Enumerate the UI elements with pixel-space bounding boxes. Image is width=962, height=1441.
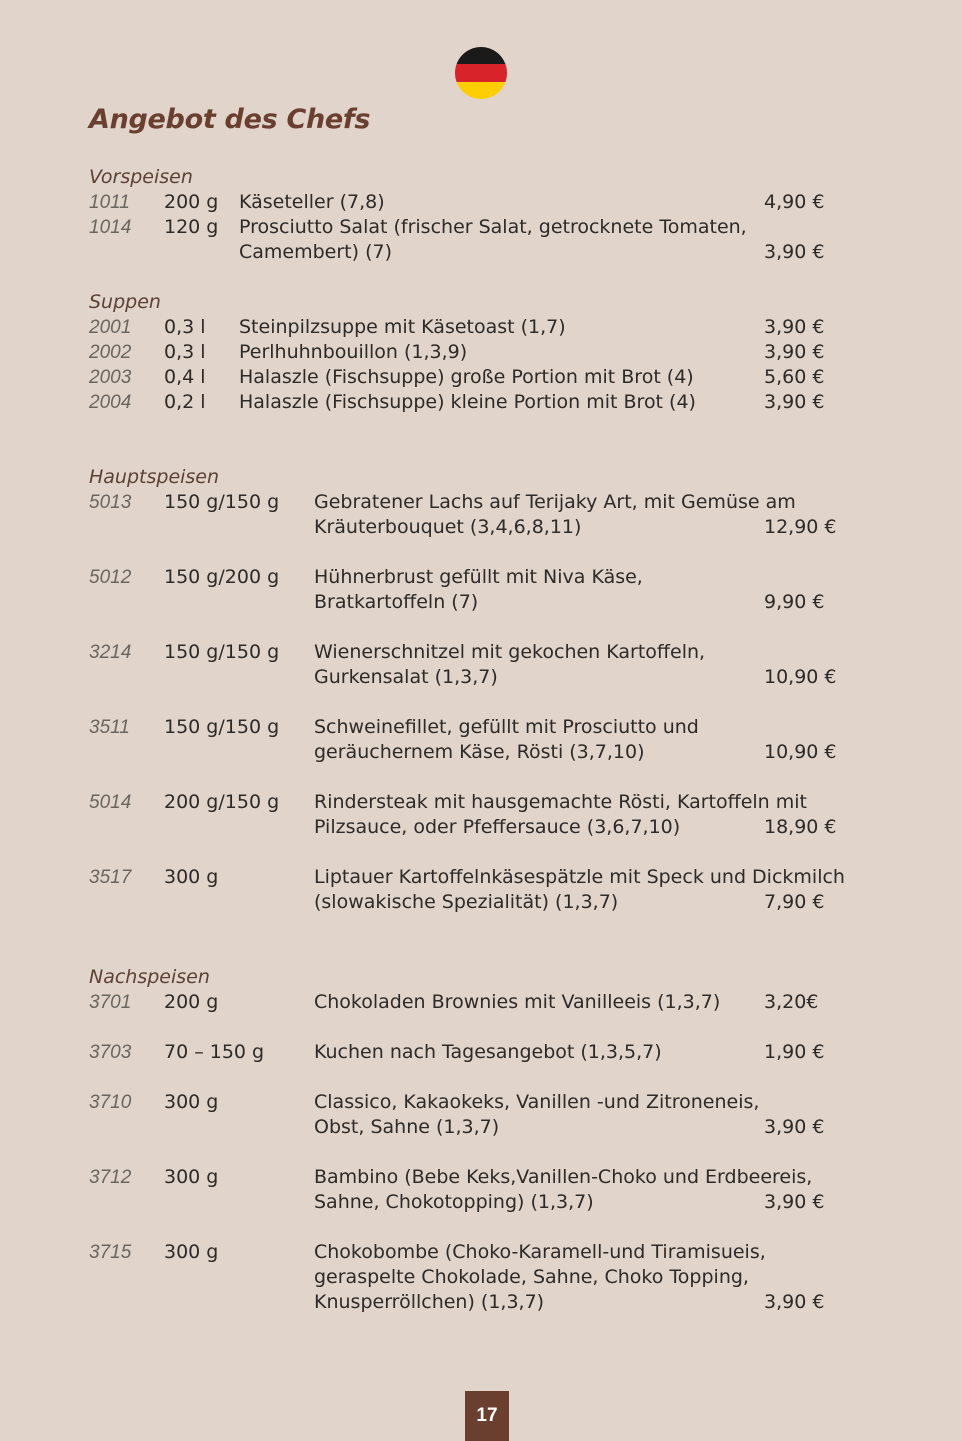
item-price: 1,90 € bbox=[764, 1041, 825, 1063]
item-quantity: 200 g bbox=[164, 991, 219, 1013]
item-quantity: 150 g/150 g bbox=[164, 716, 280, 738]
page-title: Angebot des Chefs bbox=[89, 104, 371, 135]
item-price: 12,90 € bbox=[764, 516, 837, 538]
item-name-line: Classico, Kakaokeks, Vanillen -und Zitroneneis, bbox=[314, 1091, 760, 1113]
item-code: 2002 bbox=[89, 342, 132, 363]
item-code: 3710 bbox=[89, 1092, 132, 1113]
item-name-line: Kräuterbouquet (3,4,6,8,11) bbox=[314, 516, 582, 538]
menu-item bbox=[0, 315, 962, 340]
item-quantity: 0,3 l bbox=[164, 341, 206, 363]
item-name-line: Pilzsauce, oder Pfeffersauce (3,6,7,10) bbox=[314, 816, 681, 838]
menu-item bbox=[0, 1165, 962, 1215]
item-name-line: Hühnerbrust gefüllt mit Niva Käse, bbox=[314, 566, 643, 588]
item-name-line: Sahne, Chokotopping) (1,3,7) bbox=[314, 1191, 594, 1213]
item-code: 3517 bbox=[89, 867, 132, 888]
menu-item bbox=[0, 390, 962, 415]
item-quantity: 200 g bbox=[164, 191, 219, 213]
item-code: 1014 bbox=[89, 217, 132, 238]
item-name-line: Knusperröllchen) (1,3,7) bbox=[314, 1291, 545, 1313]
item-name-line: geräuchernem Käse, Rösti (3,7,10) bbox=[314, 741, 645, 763]
item-name-line: Liptauer Kartoffelnkäsespätzle mit Speck und Dickmilch bbox=[314, 866, 845, 888]
item-name-line: Rindersteak mit hausgemachte Rösti, Kartoffeln mit bbox=[314, 791, 807, 813]
item-quantity: 150 g/150 g bbox=[164, 491, 280, 513]
item-name-line: Obst, Sahne (1,3,7) bbox=[314, 1116, 500, 1138]
item-quantity: 120 g bbox=[164, 216, 219, 238]
item-name-line: Käseteller (7,8) bbox=[239, 191, 385, 213]
item-code: 1011 bbox=[89, 192, 130, 213]
item-name-line: Chokoladen Brownies mit Vanilleeis (1,3,7) bbox=[314, 991, 721, 1013]
item-price: 18,90 € bbox=[764, 816, 837, 838]
item-code: 2001 bbox=[89, 317, 132, 338]
item-code: 3712 bbox=[89, 1167, 132, 1188]
item-price: 3,90 € bbox=[764, 1291, 825, 1313]
item-name-line: (slowakische Spezialität) (1,3,7) bbox=[314, 891, 619, 913]
item-price: 3,20€ bbox=[764, 991, 819, 1013]
item-quantity: 200 g/150 g bbox=[164, 791, 280, 813]
menu-item bbox=[0, 190, 962, 215]
item-name-line: Kuchen nach Tagesangebot (1,3,5,7) bbox=[314, 1041, 662, 1063]
item-name-line: Perlhuhnbouillon (1,3,9) bbox=[239, 341, 468, 363]
item-code: 3511 bbox=[89, 717, 130, 738]
item-quantity: 150 g/150 g bbox=[164, 641, 280, 663]
item-name-line: Bratkartoffeln (7) bbox=[314, 591, 479, 613]
item-price: 3,90 € bbox=[764, 241, 825, 263]
item-name-line: Steinpilzsuppe mit Käsetoast (1,7) bbox=[239, 316, 566, 338]
section-heading-vorspeisen: Vorspeisen bbox=[89, 166, 193, 188]
item-code: 3703 bbox=[89, 1042, 132, 1063]
menu-item bbox=[0, 990, 962, 1015]
item-code: 5014 bbox=[89, 792, 132, 813]
item-price: 3,90 € bbox=[764, 391, 825, 413]
item-name-line: Chokobombe (Choko-Karamell-und Tiramisueis, bbox=[314, 1241, 766, 1263]
item-name-line: Halaszle (Fischsuppe) große Portion mit Brot (4) bbox=[239, 366, 694, 388]
section-heading-hauptspeisen: Hauptspeisen bbox=[89, 466, 220, 488]
item-price: 3,90 € bbox=[764, 316, 825, 338]
item-code: 3715 bbox=[89, 1242, 132, 1263]
menu-item bbox=[0, 340, 962, 365]
menu-item bbox=[0, 715, 962, 765]
item-price: 3,90 € bbox=[764, 341, 825, 363]
menu-item bbox=[0, 565, 962, 615]
item-price: 4,90 € bbox=[764, 191, 825, 213]
item-quantity: 0,2 l bbox=[164, 391, 206, 413]
item-name-line: Prosciutto Salat (frischer Salat, getrocknete Tomaten, bbox=[239, 216, 747, 238]
item-price: 7,90 € bbox=[764, 891, 825, 913]
item-quantity: 300 g bbox=[164, 866, 219, 888]
item-name-line: Camembert) (7) bbox=[239, 241, 392, 263]
item-price: 5,60 € bbox=[764, 366, 825, 388]
menu-item bbox=[0, 640, 962, 690]
item-price: 10,90 € bbox=[764, 666, 837, 688]
item-name-line: geraspelte Chokolade, Sahne, Choko Topping, bbox=[314, 1266, 749, 1288]
item-price: 3,90 € bbox=[764, 1191, 825, 1213]
menu-item bbox=[0, 865, 962, 915]
item-code: 5013 bbox=[89, 492, 132, 513]
menu-item bbox=[0, 490, 962, 540]
menu-item bbox=[0, 1240, 962, 1315]
item-code: 3214 bbox=[89, 642, 132, 663]
item-name-line: Gurkensalat (1,3,7) bbox=[314, 666, 498, 688]
item-quantity: 300 g bbox=[164, 1166, 219, 1188]
item-name-line: Bambino (Bebe Keks,Vanillen-Choko und Erdbeereis, bbox=[314, 1166, 813, 1188]
item-name-line: Wienerschnitzel mit gekochen Kartoffeln, bbox=[314, 641, 706, 663]
item-price: 3,90 € bbox=[764, 1116, 825, 1138]
item-quantity: 150 g/200 g bbox=[164, 566, 280, 588]
item-quantity: 70 – 150 g bbox=[164, 1041, 265, 1063]
item-quantity: 300 g bbox=[164, 1241, 219, 1263]
item-quantity: 0,3 l bbox=[164, 316, 206, 338]
item-name-line: Schweinefillet, gefüllt mit Prosciutto und bbox=[314, 716, 699, 738]
item-code: 5012 bbox=[89, 567, 132, 588]
menu-item bbox=[0, 1090, 962, 1140]
item-name-line: Gebratener Lachs auf Terijaky Art, mit Gemüse am bbox=[314, 491, 796, 513]
menu-item bbox=[0, 365, 962, 390]
section-heading-nachspeisen: Nachspeisen bbox=[89, 966, 210, 988]
item-code: 2003 bbox=[89, 367, 132, 388]
item-code: 3701 bbox=[89, 992, 132, 1013]
item-code: 2004 bbox=[89, 392, 132, 413]
item-quantity: 300 g bbox=[164, 1091, 219, 1113]
item-price: 10,90 € bbox=[764, 741, 837, 763]
item-quantity: 0,4 l bbox=[164, 366, 206, 388]
menu-item bbox=[0, 1040, 962, 1065]
item-name-line: Halaszle (Fischsuppe) kleine Portion mit Brot (4) bbox=[239, 391, 696, 413]
menu-item bbox=[0, 790, 962, 840]
page-number: 17 bbox=[465, 1391, 509, 1441]
item-price: 9,90 € bbox=[764, 591, 825, 613]
section-heading-suppen: Suppen bbox=[89, 291, 161, 313]
menu-item bbox=[0, 215, 962, 265]
german-flag-icon bbox=[455, 47, 507, 99]
